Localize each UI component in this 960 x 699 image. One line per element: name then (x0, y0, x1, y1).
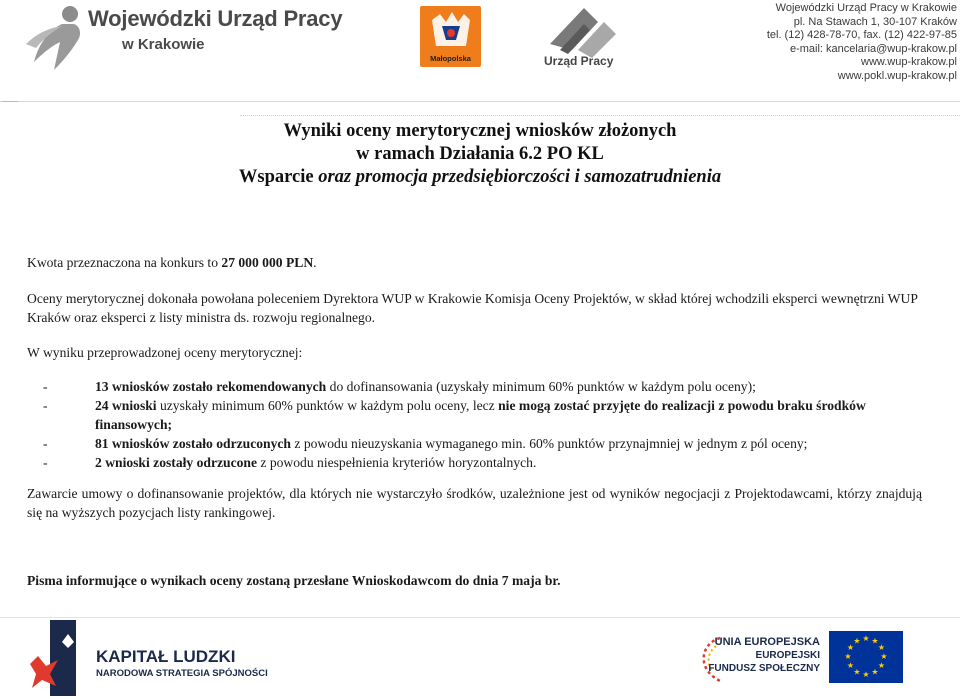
results-intro: W wyniku przeprowadzonej oceny merytorycznej: (27, 345, 303, 360)
list-dash: - (43, 455, 48, 470)
list-item (27, 434, 922, 453)
svg-text:★: ★ (871, 667, 879, 677)
result-text: uzyskały minimum 60% punktów w każdym polu oceny, lecz (156, 398, 499, 413)
letters-notice: Pisma informujące o wynikach oceny zostaną przesłane Wnioskodawcom do dnia 7 maja br. (27, 573, 561, 588)
title-line-3-upright: Wsparcie (238, 167, 319, 187)
contact-phone-fax: tel. (12) 428-78-70, fax. (12) 422-97-85 (766, 29, 957, 42)
result-text: z powodu niespełnienia kryteriów horyzontalnych. (257, 455, 537, 470)
list-dash: - (43, 398, 48, 413)
document-title (0, 120, 960, 189)
svg-text:★: ★ (871, 636, 879, 646)
kapital-ludzki-title: KAPITAŁ LUDZKI (96, 647, 236, 666)
eu-flag-icon (829, 631, 903, 683)
urzad-pracy-label: Urząd Pracy (544, 54, 614, 68)
eu-line-3: FUNDUSZ SPOŁECZNY (708, 663, 820, 674)
results-list (27, 377, 922, 472)
svg-text:★: ★ (846, 643, 855, 652)
list-item (27, 453, 922, 472)
contact-address: pl. Na Stawach 1, 30-107 Kraków (793, 15, 957, 28)
funding-amount-prefix: Kwota przeznaczona na konkurs to (27, 255, 222, 270)
funding-amount-value: 27 000 000 PLN (221, 255, 314, 270)
list-dash: - (43, 379, 48, 394)
result-bold-secondary: nie mogą zostać przyjęte do realizacji z powodu braku środków finansowych; (95, 398, 866, 432)
wup-logo-figure-body (34, 24, 80, 70)
header-divider (0, 101, 960, 102)
header-divider-tick (2, 101, 18, 102)
title-line-1: Wyniki oceny merytorycznej wniosków złożonych (283, 121, 677, 141)
contact-block (767, 2, 957, 84)
svg-text:★: ★ (862, 670, 870, 679)
eu-efs-text (708, 636, 820, 675)
malopolska-label: Małopolska (430, 54, 471, 63)
result-bold: 24 wnioski (95, 398, 157, 413)
eu-stars (829, 631, 903, 683)
list-item (27, 377, 922, 396)
result-text: do dofinansowania (uzyskały minimum 60% punktów w każdym polu oceny); (326, 379, 756, 394)
svg-text:★: ★ (862, 634, 870, 643)
funding-amount-suffix: . (313, 255, 317, 270)
result-bold: 2 wnioski zostały odrzucone (95, 455, 257, 470)
svg-text:★: ★ (880, 652, 888, 661)
svg-text:★: ★ (877, 643, 886, 652)
contact-institution: Wojewódzki Urząd Pracy w Krakowie (775, 2, 957, 14)
list-dash: - (43, 436, 48, 451)
svg-text:★: ★ (877, 661, 886, 670)
contact-email-link[interactable]: e-mail: kancelaria@wup-krakow.pl (789, 42, 957, 55)
contract-paragraph: Zawarcie umowy o dofinansowanie projektów, dla których nie wystarczyło środków, uzależnione jest od wyników negocjacji z Projektodawcami, którzy znajdują się na wyższych pozycjach listy rankingowej. (27, 486, 922, 520)
svg-text:★: ★ (853, 636, 861, 646)
header-dotted-divider (240, 115, 960, 116)
contact-pokl-website-link[interactable]: www.pokl.wup-krakow.pl (837, 69, 957, 82)
contact-website-link[interactable]: www.wup-krakow.pl (861, 56, 957, 69)
list-item (27, 396, 922, 434)
svg-text:★: ★ (853, 667, 861, 677)
result-text: z powodu nieuzyskania wymaganego min. 60% punktów przynajmniej w jednym z pól oceny; (291, 436, 808, 451)
wup-logo-figure-head (62, 6, 78, 22)
title-line-3 (0, 166, 960, 189)
svg-text:★: ★ (846, 661, 855, 670)
kapital-ludzki-logo-icon (28, 620, 78, 696)
svg-text:★: ★ (844, 652, 852, 661)
committee-paragraph: Oceny merytorycznej dokonała powołana poleceniem Dyrektora WUP w Krakowie Komisja Oceny Projektów, w skład której wchodzili eksperci wewnętrzni WUP Kraków oraz eksperci z listy ministra ds. rozwoju regionalnego. (27, 291, 918, 325)
title-line-2: w ramach Działania 6.2 PO KL (356, 144, 604, 164)
title-line-3-italic: oraz promocja przedsiębiorczości i samozatrudnienia (318, 167, 722, 187)
wup-logo-city: w Krakowie (122, 36, 205, 53)
result-bold: 13 wniosków zostało rekomendowanych (95, 379, 327, 394)
funding-amount-line (27, 253, 922, 272)
kapital-ludzki-subtitle: NARODOWA STRATEGIA SPÓJNOŚCI (96, 668, 268, 679)
eu-line-2: EUROPEJSKI (755, 650, 820, 661)
footer-divider (0, 617, 960, 618)
wup-logo-name: Wojewódzki Urząd Pracy (88, 6, 343, 31)
malopolska-crown-icon (420, 6, 481, 56)
result-bold: 81 wniosków zostało odrzuconych (95, 436, 291, 451)
eu-line-1: UNIA EUROPEJSKA (714, 636, 820, 648)
